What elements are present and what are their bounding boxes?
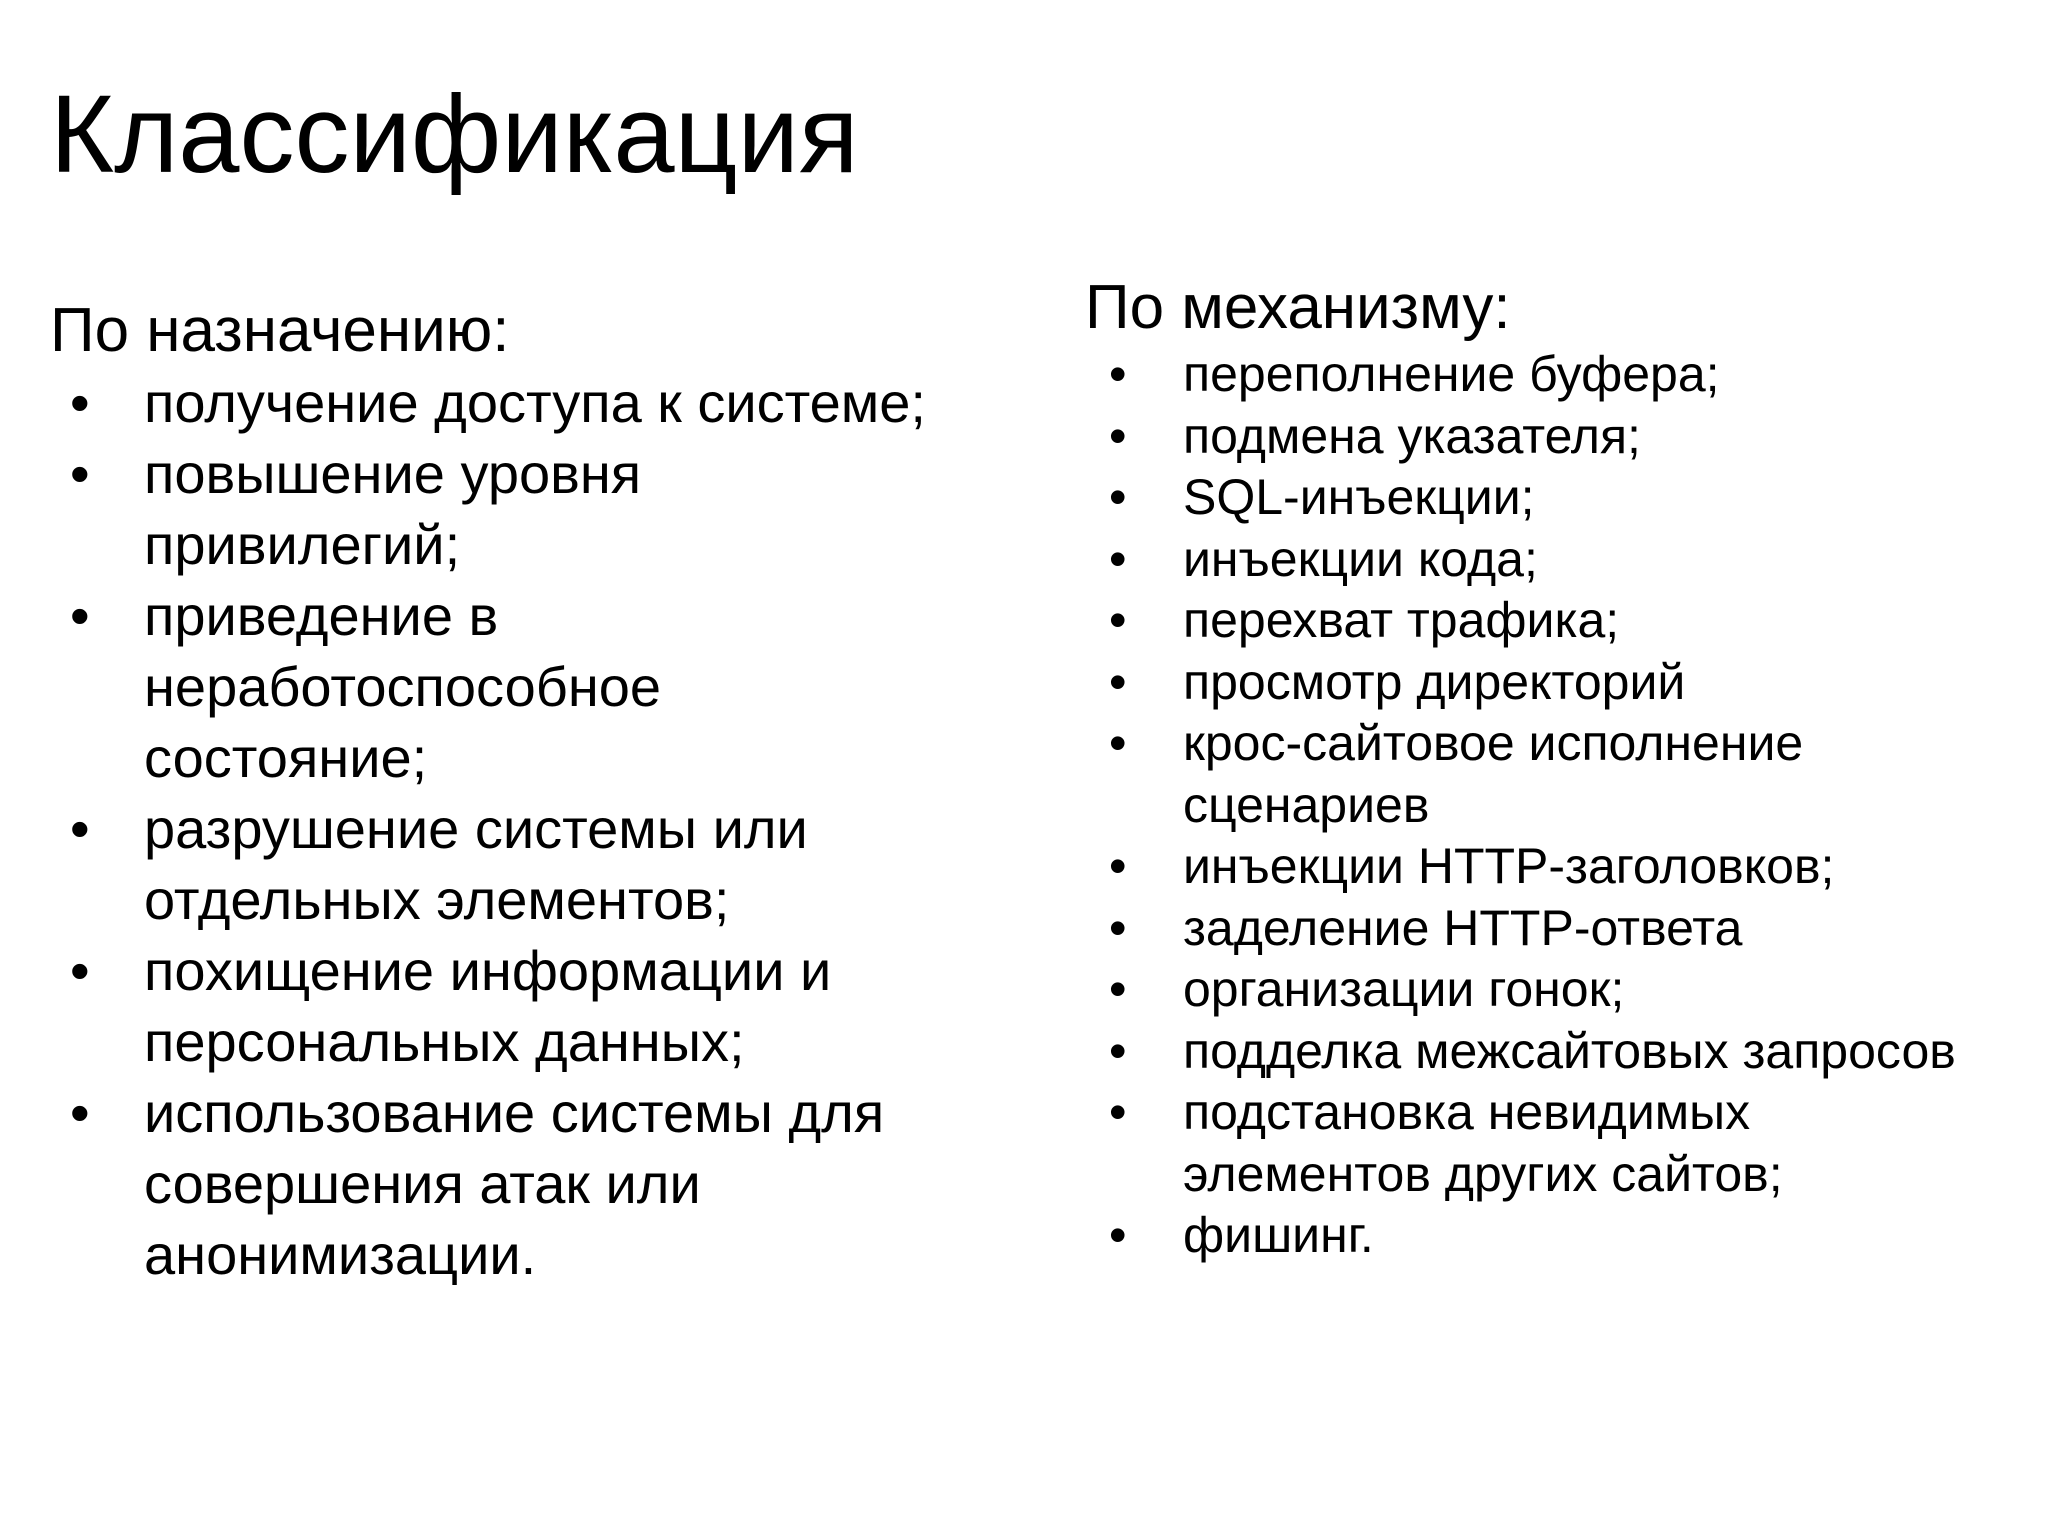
list-item	[1085, 959, 1985, 1021]
list-item-label: переполнение буфера;	[1183, 346, 1720, 402]
bullet-icon: •	[1109, 1207, 1127, 1263]
purpose-column	[50, 295, 950, 1290]
mechanism-column	[1085, 272, 1985, 1267]
mechanism-heading: По механизму:	[1085, 273, 1511, 342]
list-item-label: заделение HTTP-ответа	[1183, 899, 1743, 956]
mechanism-list	[1085, 344, 1985, 1267]
list-item-label: перехват трафика;	[1183, 592, 1620, 648]
list-item-label: подмена указателя;	[1183, 407, 1641, 464]
list-item-label: подделка межсайтовых запросов	[1183, 1022, 1956, 1079]
bullet-icon: •	[70, 442, 90, 505]
list-item	[1085, 467, 1985, 529]
bullet-icon: •	[1109, 899, 1127, 956]
list-item-label: инъекции HTTP-заголовков;	[1183, 838, 1835, 894]
slide-title: Классификация	[50, 73, 859, 196]
list-item	[1085, 1205, 1985, 1267]
list-item-label: организации гонок;	[1183, 961, 1625, 1017]
list-item	[1085, 898, 1985, 960]
list-item	[1085, 1082, 1985, 1205]
list-item	[1085, 652, 1985, 714]
bullet-icon: •	[1109, 407, 1127, 464]
list-item-label: SQL-инъекции;	[1183, 469, 1535, 525]
bullet-icon: •	[70, 797, 90, 860]
list-item	[1085, 590, 1985, 652]
bullet-icon: •	[1109, 1084, 1127, 1140]
list-item	[1085, 713, 1985, 836]
list-item-label: похищение информации и персональных данных;	[144, 939, 832, 1073]
list-item-label: фишинг.	[1183, 1207, 1374, 1263]
bullet-icon: •	[1109, 715, 1127, 771]
purpose-list	[50, 367, 950, 1290]
list-item-label: подстановка невидимых элементов других сайтов;	[1183, 1084, 1783, 1202]
bullet-icon: •	[1109, 346, 1127, 402]
list-item-label: получение доступа к системе;	[144, 371, 926, 434]
list-item	[1085, 529, 1985, 591]
bullet-icon: •	[1109, 838, 1127, 894]
list-item-label: просмотр директорий	[1183, 653, 1686, 710]
list-item-label: повышение уровня привилегий;	[144, 442, 642, 576]
bullet-icon: •	[70, 584, 90, 647]
bullet-icon: •	[1109, 1022, 1127, 1079]
list-item	[50, 935, 950, 1077]
list-item	[50, 438, 950, 580]
bullet-icon: •	[1109, 592, 1127, 648]
bullet-icon: •	[1109, 961, 1127, 1017]
bullet-icon: •	[70, 1081, 90, 1144]
list-item	[1085, 1021, 1985, 1083]
list-item	[1085, 836, 1985, 898]
list-item	[50, 580, 950, 793]
list-item	[1085, 344, 1985, 406]
bullet-icon: •	[1109, 653, 1127, 710]
list-item	[50, 1077, 950, 1290]
list-item-label: крос-сайтовое исполнение сценариев	[1183, 715, 1804, 833]
list-item-label: инъекции кода;	[1183, 530, 1538, 587]
list-item-label: использование системы для совершения атак или анонимизации.	[144, 1081, 885, 1286]
list-item-label: приведение в неработоспособное состояние;	[144, 584, 662, 789]
list-item	[50, 793, 950, 935]
bullet-icon: •	[1109, 469, 1127, 525]
list-item	[1085, 406, 1985, 468]
list-item-label: разрушение системы или отдельных элементов;	[144, 797, 808, 931]
purpose-heading: По назначению:	[50, 296, 510, 365]
list-item	[50, 367, 950, 438]
bullet-icon: •	[1109, 530, 1127, 587]
bullet-icon: •	[70, 371, 90, 434]
bullet-icon: •	[70, 939, 90, 1002]
